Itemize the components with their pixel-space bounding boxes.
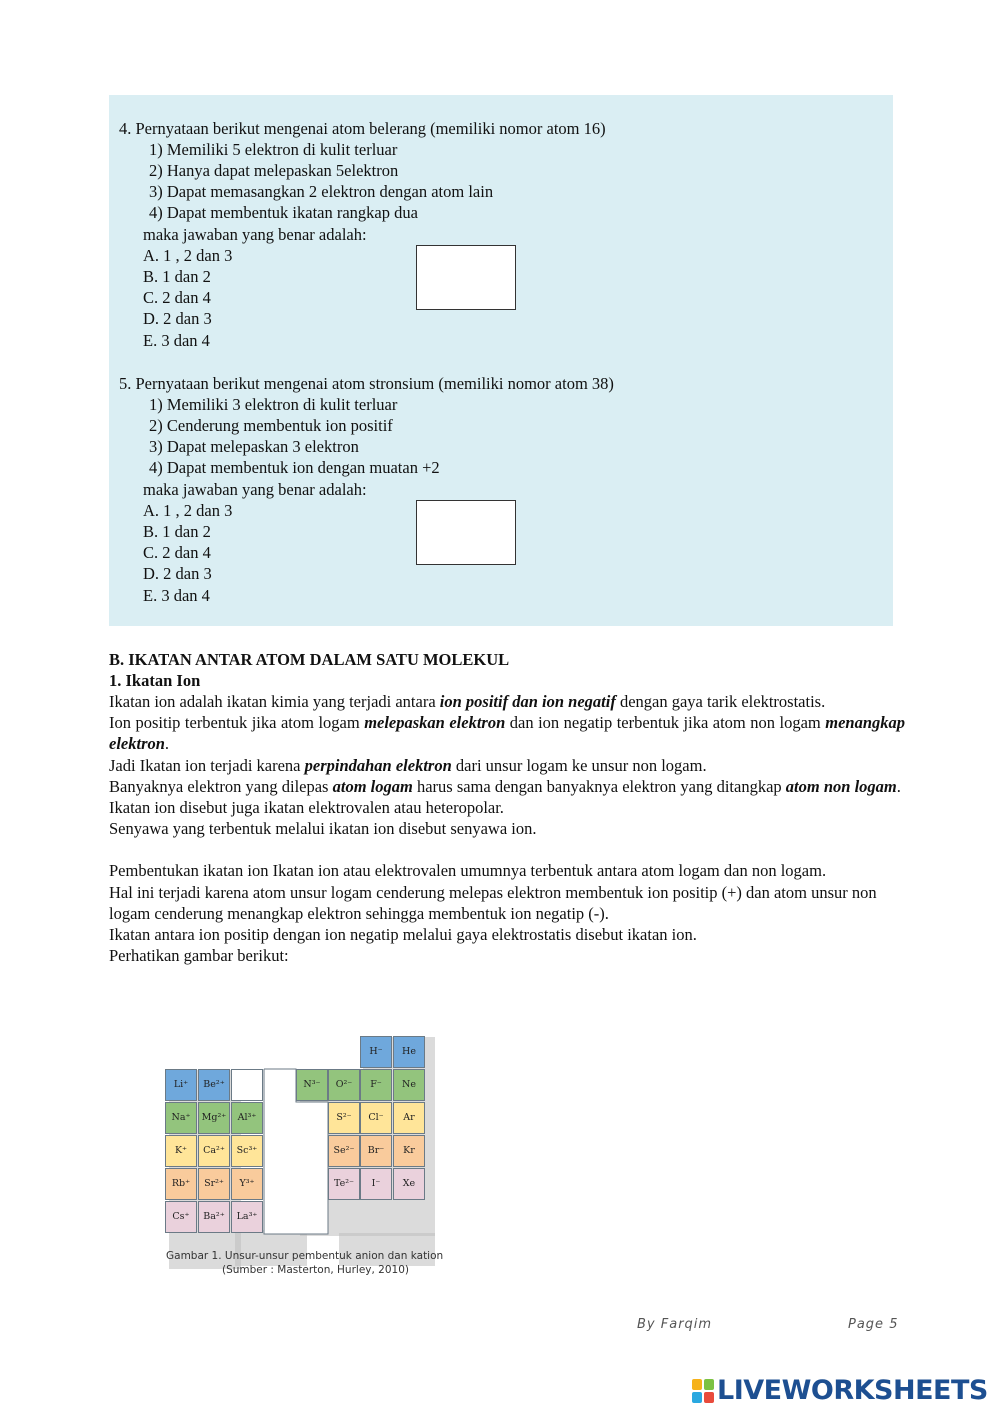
- question-4-option-b: B. 1 dan 2: [143, 267, 211, 286]
- paragraph-see-figure: Perhatikan gambar berikut:: [109, 946, 289, 966]
- p4-text-a: Banyaknya elektron yang dilepas: [109, 776, 333, 796]
- question-4-statement-1: 1) Memiliki 5 elektron di kulit terluar: [149, 140, 398, 159]
- element-cell: Cs⁺: [165, 1201, 197, 1233]
- question-4-statement-4: 4) Dapat membentuk ikatan rangkap dua: [149, 203, 418, 222]
- p3-emphasis: perpindahan elektron: [304, 755, 452, 775]
- section-subtitle: 1. Ikatan Ion: [109, 671, 201, 690]
- element-cell: Ar: [393, 1102, 425, 1134]
- question-5-option-c: C. 2 dan 4: [143, 543, 211, 562]
- p2-emphasis-2: menangkap elektron: [109, 713, 905, 754]
- p2-text-a: Ion positip terbentuk jika atom logam: [109, 713, 365, 733]
- question-5-answer-box[interactable]: [416, 500, 516, 565]
- paragraph-reason: Hal ini terjadi karena atom unsur logam cenderung melepas elektron membentuk ion positip (+) dan atom unsur non logam cenderung menangkap elektron sehingga membentuk ion negatip (-).: [109, 882, 877, 923]
- element-cell: Br⁻: [360, 1135, 392, 1167]
- figure-caption: [166, 1249, 446, 1277]
- question-5-statement-3: 3) Dapat melepaskan 3 elektron: [149, 437, 359, 456]
- caption-line-1: Gambar 1. Unsur-unsur pembentuk anion dan kation: [166, 1250, 444, 1262]
- element-cell: Rb⁺: [165, 1168, 197, 1200]
- paragraph-electron-count: [109, 776, 905, 797]
- paragraph-electron-transfer: [109, 755, 905, 776]
- element-cell: Be²⁺: [198, 1069, 230, 1101]
- question-5-statement-4: 4) Dapat membentuk ion dengan muatan +2: [149, 458, 440, 477]
- section-body: [109, 691, 905, 966]
- p2-text-c: dan ion negatip terbentuk jika atom non logam: [505, 713, 826, 733]
- p2-text-e: .: [164, 734, 170, 754]
- element-cell: Sc³⁺: [231, 1135, 263, 1167]
- liveworksheets-icon: [692, 1379, 714, 1403]
- question-4-statement-2: 2) Hanya dapat melepaskan 5elektron: [149, 161, 399, 180]
- paragraph-ion-formation: [109, 712, 905, 754]
- liveworksheets-logo[interactable]: [692, 1375, 988, 1407]
- author-credit: By Farqim: [637, 1317, 713, 1332]
- element-cell: O²⁻: [328, 1069, 360, 1101]
- question-5-option-a: A. 1 , 2 dan 3: [143, 501, 233, 520]
- question-4-stem: 4. Pernyataan berikut mengenai atom belerang (memiliki nomor atom 16): [119, 119, 606, 138]
- question-5-prompt: maka jawaban yang benar adalah:: [143, 480, 367, 499]
- p2-emphasis-1: melepaskan elektron: [364, 713, 506, 733]
- question-4-answer-box[interactable]: [416, 245, 516, 310]
- element-cell: Ca²⁺: [198, 1135, 230, 1167]
- question-4-prompt: maka jawaban yang benar adalah:: [143, 225, 367, 244]
- element-cell: Ne: [393, 1069, 425, 1101]
- element-cell: Kr: [393, 1135, 425, 1167]
- paragraph-ionic-definition: [109, 691, 905, 712]
- element-cell: S²⁻: [328, 1102, 360, 1134]
- element-cell: Mg²⁺: [198, 1102, 230, 1134]
- element-cell: Y³⁺: [231, 1168, 263, 1200]
- p3-text-c: dari unsur logam ke unsur non logam.: [451, 755, 707, 775]
- p1-text-c: dengan gaya tarik elektrostatis.: [615, 692, 826, 711]
- element-cell: I⁻: [360, 1168, 392, 1200]
- question-5-stem: 5. Pernyataan berikut mengenai atom stronsium (memiliki nomor atom 38): [119, 374, 614, 393]
- page-number: Page 5: [848, 1317, 899, 1332]
- element-cell: F⁻: [360, 1069, 392, 1101]
- question-4-statement-3: 3) Dapat memasangkan 2 elektron dengan atom lain: [149, 182, 494, 201]
- question-4-option-d: D. 2 dan 3: [143, 309, 212, 328]
- element-cell: Na⁺: [165, 1102, 197, 1134]
- question-5-statement-2: 2) Cenderung membentuk ion positif: [149, 416, 393, 435]
- caption-line-2: (Sumber : Masterton, Hurley, 2010): [222, 1264, 409, 1276]
- question-5-option-b: B. 1 dan 2: [143, 522, 211, 541]
- element-cell: Cl⁻: [360, 1102, 392, 1134]
- p4-emphasis-1: atom logam: [332, 776, 413, 796]
- element-cell: H⁻: [360, 1036, 392, 1068]
- paragraph-electrovalent: Ikatan ion disebut juga ikatan elektrovalen atau heteropolar.: [109, 798, 504, 818]
- p1-emphasis: ion positif dan ion negatif: [439, 692, 616, 711]
- question-5-statement-1: 1) Memiliki 3 elektron di kulit terluar: [149, 395, 398, 414]
- p4-text-e: .: [896, 776, 901, 796]
- p4-emphasis-2: atom non logam: [785, 776, 897, 796]
- element-cell: Te²⁻: [328, 1168, 360, 1200]
- liveworksheets-wordmark: LIVEWORKSHEETS: [717, 1375, 988, 1407]
- question-4-option-e: E. 3 dan 4: [143, 331, 210, 350]
- element-cell: Al³⁺: [231, 1102, 263, 1134]
- paragraph-ionic-compound: Senyawa yang terbentuk melalui ikatan ion disebut senyawa ion.: [109, 819, 537, 839]
- table-outline: [160, 1032, 440, 1272]
- question-5-option-e: E. 3 dan 4: [143, 586, 210, 605]
- element-cell: N³⁻: [296, 1069, 328, 1101]
- question-5-option-d: D. 2 dan 3: [143, 564, 212, 583]
- p4-text-c: harus sama dengan banyaknya elektron yang ditangkap: [412, 776, 786, 796]
- element-cell: Xe: [393, 1168, 425, 1200]
- element-cell: K⁺: [165, 1135, 197, 1167]
- element-cell: Li⁺: [165, 1069, 197, 1101]
- element-cell: Sr²⁺: [198, 1168, 230, 1200]
- element-cell: Se²⁻: [328, 1135, 360, 1167]
- paragraph-formation: Pembentukan ikatan ion Ikatan ion atau elektrovalen umumnya terbentuk antara atom logam dan non logam.: [109, 861, 827, 881]
- section-title: B. IKATAN ANTAR ATOM DALAM SATU MOLEKUL: [109, 650, 510, 669]
- element-cell: Ba²⁺: [198, 1201, 230, 1233]
- element-cell: La³⁺: [231, 1201, 263, 1233]
- question-4-option-c: C. 2 dan 4: [143, 288, 211, 307]
- p3-text-a: Jadi Ikatan ion terjadi karena: [109, 755, 305, 775]
- question-4-option-a: A. 1 , 2 dan 3: [143, 246, 233, 265]
- p1-text-a: Ikatan ion adalah ikatan kimia yang terjadi antara: [109, 692, 440, 711]
- paragraph-electrostatic: Ikatan antara ion positip dengan ion negatip melalui gaya elektrostatis disebut ikatan ion.: [109, 925, 697, 945]
- element-cell: He: [393, 1036, 425, 1068]
